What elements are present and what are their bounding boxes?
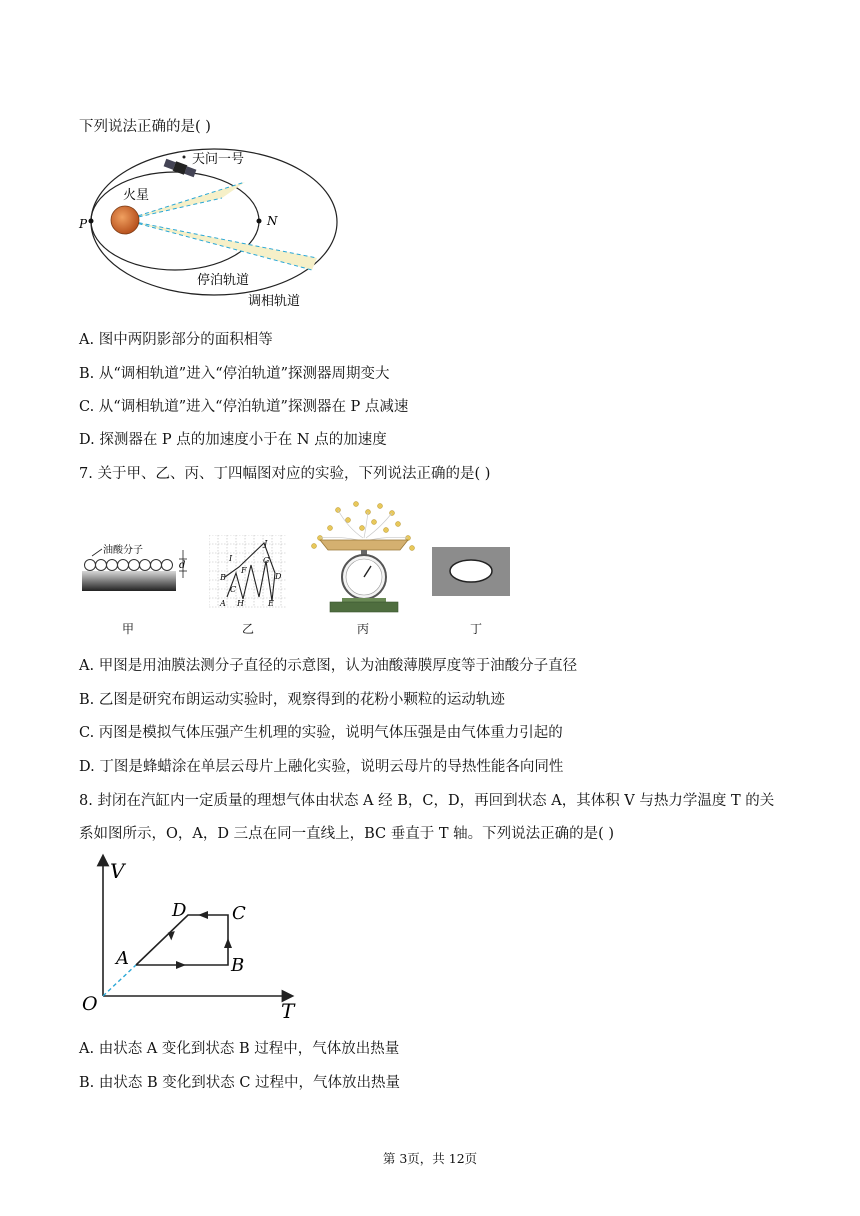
figure-yi-brownian bbox=[209, 535, 287, 609]
q8-stem-line-2: 系如图所示，O，A，D 三点在同一直线上，BC 垂直于 T 轴。下列说法正确的是( ) bbox=[79, 826, 615, 842]
point-d-label: D bbox=[172, 900, 187, 921]
d-label: d bbox=[179, 560, 186, 571]
q8-stem-line-1: 8. 封闭在汽缸内一定质量的理想气体由状态 A 经 B，C，D，再回到状态 A，其体积 V 与热力学温度 T 的关 bbox=[79, 793, 775, 809]
svg-text:F: F bbox=[241, 566, 247, 575]
svg-text:C: C bbox=[230, 585, 237, 594]
point-a-label: A bbox=[116, 948, 129, 969]
arrow-a-b bbox=[176, 961, 186, 969]
caption-yi: 乙 bbox=[242, 622, 255, 636]
point-n-marker bbox=[257, 219, 262, 224]
svg-text:B: B bbox=[220, 573, 226, 582]
inner-orbit-label: 停泊轨道 bbox=[197, 273, 250, 288]
point-p-marker bbox=[89, 219, 94, 224]
caption-jia: 甲 bbox=[122, 622, 135, 636]
svg-text:H: H bbox=[237, 599, 244, 608]
point-b-label: B bbox=[231, 955, 245, 976]
figure-bing-scale bbox=[308, 498, 420, 614]
arrow-b-c bbox=[224, 938, 232, 948]
t-axis-label: T bbox=[281, 999, 295, 1020]
q7-stem: 7. 关于甲、乙、丙、丁四幅图对应的实验，下列说法正确的是( ) bbox=[79, 466, 491, 482]
figure-jia-oil-film bbox=[80, 536, 195, 598]
q6-option-c: C. 从“调相轨道”进入“停泊轨道”探测器在 P 点减速 bbox=[79, 399, 409, 415]
origin-label: O bbox=[82, 993, 98, 1015]
q7-option-d: D. 丁图是蜂蜡涂在单层云母片上融化实验，说明云母片的导热性能各向同性 bbox=[79, 759, 564, 775]
arrow-c-d bbox=[198, 911, 208, 919]
v-axis-label: V bbox=[110, 859, 125, 883]
q8-option-a: A. 由状态 A 变化到状态 B 过程中，气体放出热量 bbox=[79, 1041, 400, 1057]
point-n-label: N bbox=[267, 214, 278, 228]
caption-ding: 丁 bbox=[470, 622, 483, 636]
caption-bing: 丙 bbox=[357, 622, 370, 636]
point-p-label: P bbox=[79, 217, 88, 231]
q6-option-a: A. 图中两阴影部分的面积相等 bbox=[79, 332, 273, 348]
point-c-label: C bbox=[232, 903, 246, 924]
vt-diagram bbox=[78, 852, 303, 1020]
q7-option-c: C. 丙图是模拟气体压强产生机理的实验，说明气体压强是由气体重力引起的 bbox=[79, 725, 563, 741]
figure-ding-mica bbox=[432, 547, 510, 596]
q7-option-b: B. 乙图是研究布朗运动实验时，观察得到的花粉小颗粒的运动轨迹 bbox=[79, 692, 505, 708]
svg-text:G: G bbox=[263, 556, 270, 565]
oil-molecule-label: 油酸分子 bbox=[103, 545, 143, 556]
mars-icon bbox=[111, 206, 139, 234]
probe-label: 天问一号 bbox=[192, 152, 245, 167]
svg-text:A: A bbox=[220, 599, 226, 608]
svg-text:E: E bbox=[268, 599, 274, 608]
svg-text:J: J bbox=[264, 539, 268, 548]
cycle-path bbox=[136, 915, 228, 965]
o-a-dashed-line bbox=[103, 965, 136, 996]
svg-text:D: D bbox=[275, 572, 282, 581]
mars-orbit-figure bbox=[74, 140, 349, 312]
svg-text:I: I bbox=[229, 554, 233, 563]
q6-option-d: D. 探测器在 P 点的加速度小于在 N 点的加速度 bbox=[79, 432, 387, 448]
mars-label: 火星 bbox=[123, 188, 150, 203]
q6-option-b: B. 从“调相轨道”进入“停泊轨道”探测器周期变大 bbox=[79, 366, 390, 382]
q6-stem: 下列说法正确的是( ) bbox=[79, 119, 211, 135]
q8-option-b: B. 由状态 B 变化到状态 C 过程中，气体放出热量 bbox=[79, 1075, 401, 1091]
outer-orbit-label: 调相轨道 bbox=[248, 294, 301, 309]
q7-option-a: A. 甲图是用油膜法测分子直径的示意图，认为油酸薄膜厚度等于油酸分子直径 bbox=[79, 658, 578, 674]
page-footer: 第 3页，共 12页 bbox=[382, 1151, 478, 1166]
